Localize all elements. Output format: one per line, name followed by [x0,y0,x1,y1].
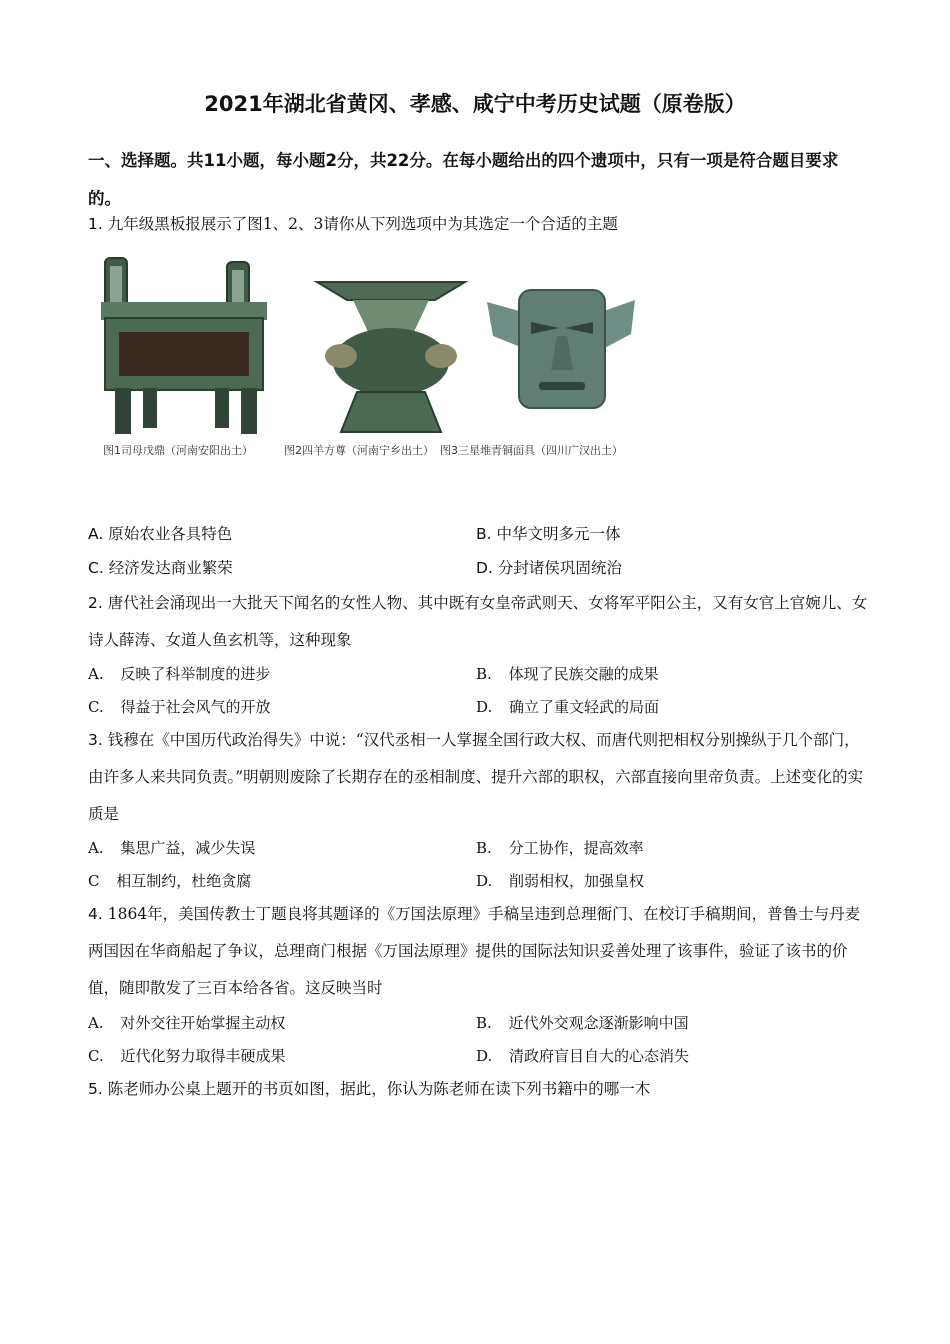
option-letter: B. [476,665,492,683]
section-heading: 一、选择题。共11小题，每小题2分，共22分。在每小题给出的四个遗项中，只有一项是符合题目要求的。 [88,151,839,208]
option-text: 反映了科举制度的进步 [120,665,271,683]
option-letter: D. [476,698,493,716]
question-3 [88,722,868,833]
option-d[interactable] [476,1045,689,1067]
question-number: 3. [88,731,103,749]
option-b[interactable] [476,663,659,685]
option-text: 分封诸侯巩固统治 [497,559,622,577]
option-letter: B. [476,525,492,543]
ding-cauldron-image [101,258,267,434]
question-4 [88,896,868,1007]
option-a[interactable] [88,523,232,545]
option-letter: B. [476,1014,492,1032]
option-c[interactable] [88,696,271,718]
option-text: 对外交往开始掌握主动权 [120,1014,286,1032]
option-text: 清政府盲目自大的心态消失 [509,1047,690,1065]
option-letter: C. [88,559,104,577]
figure-1-caption: 图1司母戊鼎（河南安阳出土） [103,444,253,457]
option-text: 中华文明多元一体 [496,525,621,543]
option-d[interactable] [476,696,659,718]
option-letter: A. [88,525,104,543]
option-letter: A. [88,665,104,683]
question-5 [88,1071,868,1108]
question-number: 4. [88,905,103,923]
option-a[interactable] [88,1012,285,1034]
option-a[interactable] [88,837,255,859]
option-text: 近代外交观念逐渐影响中国 [508,1014,689,1032]
option-letter: B. [476,839,492,857]
option-text: 得益于社会风气的开放 [120,698,271,716]
option-text: 集思广益，减少失误 [120,839,256,857]
option-letter: A. [88,839,104,857]
bronze-mask-image [487,290,635,408]
question-stem: 九年级黑板报展示了图1、2、3请你从下列选项中为其选定一个合适的主题 [107,215,618,233]
option-c[interactable] [88,1045,286,1067]
option-c[interactable] [88,870,251,892]
question-1 [88,206,868,243]
figure-2-caption: 图2四羊方尊（河南宁乡出土） [284,444,434,457]
option-letter: D. [476,559,493,577]
option-letter: D. [476,1047,493,1065]
option-letter: C. [88,1047,104,1065]
option-b[interactable] [476,1012,689,1034]
four-ram-zun-image [317,282,465,432]
option-d[interactable] [476,870,644,892]
question-stem: 钱穆在《中国历代政治得失》中说：“汉代丞相一人掌握全国行政大权、而唐代则把相权分别操纵于几个部门，由许多人来共同负责。”明朝则废除了长期存在的丞相制度、提升六部的职权，六部直接向里帝负责。上述变化的实质是 [88,731,864,823]
option-text: 原始农业各具特色 [108,525,233,543]
option-d[interactable] [476,557,622,579]
option-text: 体现了民族交融的成果 [508,665,659,683]
question-stem: 陈老师办公桌上题开的书页如图，据此，你认为陈老师在读下列书籍中的哪一木 [107,1080,651,1098]
option-letter: D. [476,872,493,890]
option-b[interactable] [476,523,621,545]
figure-3-caption: 图3三星堆青铜面具（四川广汉出土） [440,444,623,457]
option-text: 确立了重文轻武的局面 [509,698,660,716]
option-text: 削弱相权，加强皇权 [509,872,645,890]
option-letter: C [88,872,100,890]
option-letter: A. [88,1014,104,1032]
option-text: 分工协作，提高效率 [508,839,644,857]
question-stem: 1864年，美国传教士丁题良将其题译的《万国法原理》手稿呈违到总理衙门、在校订手稿期间，普鲁士与丹麦两国因在华商船起了争议，总理商门根据《万国法原理》提供的国际法知识妥善处理了该事件，验证了该书的价值，随即散发了三百本给各省。这反映当时 [88,905,861,997]
option-c[interactable] [88,557,233,579]
option-text: 近代化努力取得丰硬成果 [120,1047,286,1065]
question-stem: 唐代社会涌现出一大批天下闻名的女性人物、其中既有女皇帝武则天、女将军平阳公主，又有女官上官婉儿、女诗人薛涛、女道人鱼玄机等，这种现象 [88,594,868,649]
option-a[interactable] [88,663,270,685]
bronze-artifacts-figure [95,252,640,462]
question-number: 5. [88,1080,103,1098]
question-number: 1. [88,215,103,233]
option-b[interactable] [476,837,644,859]
question-2 [88,585,868,659]
page-title: 2021年湖北省黄冈、孝感、咸宁中考历史试题（原卷版） [204,92,746,116]
question-number: 2. [88,594,103,612]
option-letter: C. [88,698,104,716]
option-text: 相互制约，杜绝贪腐 [116,872,252,890]
option-text: 经济发达商业繁荣 [108,559,233,577]
